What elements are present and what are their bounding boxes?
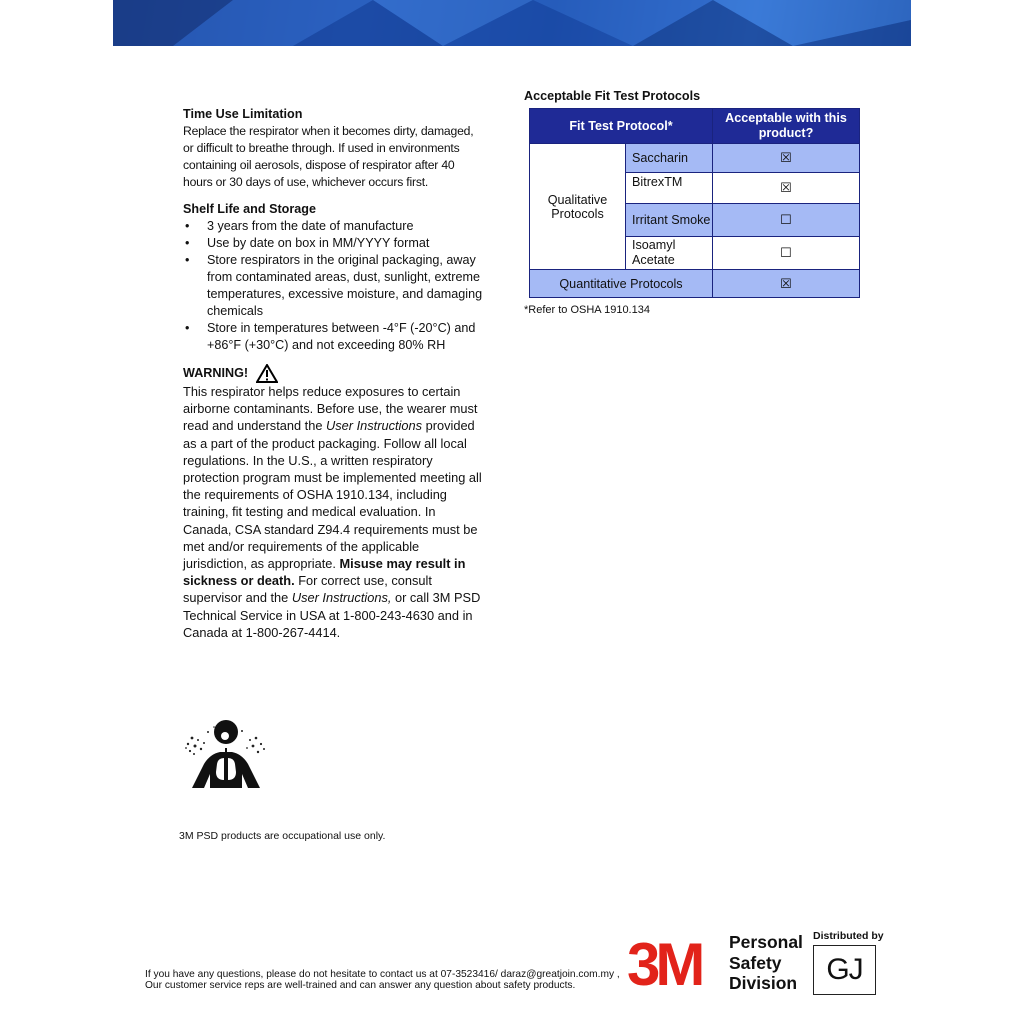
division-name	[729, 932, 803, 994]
warning-triangle-icon	[256, 364, 278, 383]
list-item: • Use by date on box in MM/YYYY format	[183, 235, 483, 252]
table-header-row	[530, 109, 860, 144]
respiratory-hazard-pictogram-icon	[184, 718, 268, 790]
acceptance-mark: ☒	[713, 144, 860, 173]
time-use-heading: Time Use Limitation	[183, 107, 303, 121]
protocol-name: Saccharin	[626, 144, 713, 173]
column-header: Fit Test Protocol*	[530, 109, 713, 144]
warning-text: provided as a part of the product packaging. Follow all local regulations. In the U.S., a written respiratory protection program must be implemented meeting all the requirements of OSHA 1910.134, including training, fit testing and medical evaluation. In Canada, CSA standard Z94.4 requirements must be met and/or requirements of the applicable jurisdiction, as appropriate.	[183, 418, 482, 572]
shelf-list	[183, 218, 483, 354]
3m-logo	[627, 935, 723, 991]
table-row	[530, 270, 860, 298]
warning-text: This respirator helps reduce exposures to certain airborne contaminants. Before use, the wearer must read and understand the	[183, 384, 478, 434]
column-header: Acceptable with this product?	[713, 109, 860, 144]
left-column	[183, 106, 483, 641]
warning-text: For correct use, consult supervisor and the	[183, 573, 432, 606]
list-item: • Store in temperatures between -4°F (-20°C) and +86°F (+30°C) and not exceeding 80% RH	[183, 320, 483, 354]
table-row	[530, 144, 860, 173]
banner-pattern	[113, 0, 911, 46]
qualitative-group-label: Qualitative Protocols	[530, 144, 626, 270]
protocol-name: Isoamyl Acetate	[626, 237, 713, 270]
user-instructions-ref: User Instructions,	[291, 590, 392, 606]
misuse-warning: Misuse may result in sickness or death.	[183, 556, 466, 589]
division-line: Safety	[729, 952, 782, 973]
contact-line: Our customer service reps are well-trained and can answer any question about safety products.	[145, 980, 576, 991]
contact-note	[145, 969, 620, 991]
quantitative-label: Quantitative Protocols	[530, 270, 713, 298]
contact-line: If you have any questions, please do not hesitate to contact us at 07-3523416/ daraz@greatjoin.com.my ,	[145, 969, 620, 980]
user-instructions-ref: User Instructions	[326, 418, 423, 434]
acceptance-mark: ☒	[713, 173, 860, 204]
list-item: • Store respirators in the original packaging, away from contaminated areas, dust, sunlight, extreme temperatures, excessive moisture, and damaging chemicals	[183, 252, 483, 320]
division-line: Personal	[729, 932, 803, 952]
time-use-body: Replace the respirator when it becomes dirty, damaged, or difficult to breathe through. If used in environments containing oil aerosols, dispose of respirator after 40 hours or 30 days of use, whichever occurs first.	[183, 124, 474, 189]
osha-footnote: *Refer to OSHA 1910.134	[524, 304, 650, 316]
acceptance-mark: ☐	[713, 237, 860, 270]
protocol-name: BitrexTM	[626, 173, 713, 204]
header-banner	[113, 0, 911, 46]
warning-heading: WARNING!	[183, 366, 249, 380]
fit-test-table	[529, 108, 860, 298]
acceptance-mark: ☒	[713, 270, 860, 298]
occupational-use-note: 3M PSD products are occupational use only.	[179, 830, 386, 842]
protocol-name: Irritant Smoke	[626, 204, 713, 237]
distributed-by-label: Distributed by	[813, 930, 884, 942]
warning-text: or call 3M PSD Technical Service in USA at 1-800-243-4630 and in Canada at 1-800-267-4414.	[183, 590, 481, 640]
3m-logo-text: 3M	[627, 935, 701, 991]
acceptance-mark: ☐	[713, 204, 860, 237]
shelf-heading: Shelf Life and Storage	[183, 202, 316, 216]
list-item: • 3 years from the date of manufacture	[183, 218, 483, 235]
division-line: Division	[729, 973, 798, 993]
warning-body	[183, 383, 483, 641]
fit-test-title: Acceptable Fit Test Protocols	[524, 89, 701, 103]
warning-heading-row	[183, 364, 483, 383]
distributor-logo: GJ	[813, 945, 876, 995]
